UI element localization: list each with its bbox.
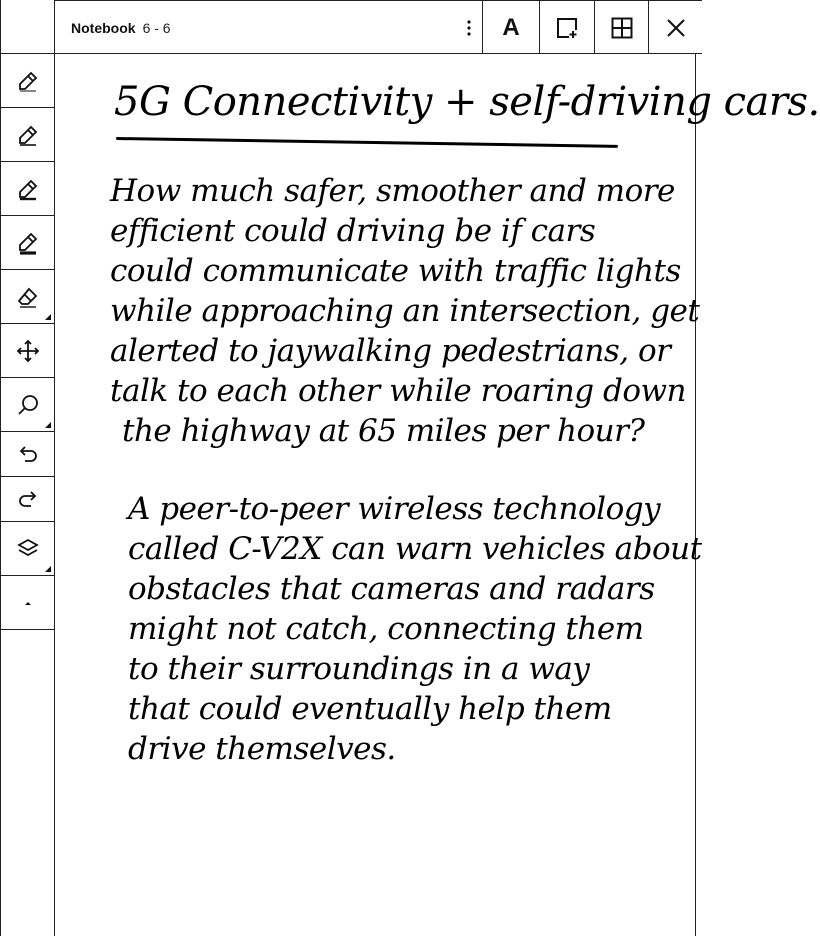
submenu-indicator [45,422,51,428]
page-indicator: 6 - 6 [142,19,171,36]
note-line: that could eventually help them [128,691,612,727]
collapse-icon [16,591,40,615]
note-line: alerted to jaywalking pedestrians, or [110,333,671,369]
toolbar-corner [1,0,54,54]
text-tool-icon: A [502,13,520,41]
layers-icon [16,537,40,561]
eraser-tool-button[interactable] [1,270,54,324]
undo-icon [16,442,40,466]
pen-tool-button[interactable] [1,54,54,108]
marker-icon [16,177,40,201]
move-tool-button[interactable] [1,324,54,378]
note-line: while approaching an intersection, get [110,293,700,329]
more-options-button[interactable] [455,1,482,54]
pen-icon [16,69,40,93]
top-bar [55,0,702,54]
redo-button[interactable] [1,477,54,522]
collapse-toolbar-button[interactable] [1,576,54,630]
highlighter-tool-button[interactable] [1,216,54,270]
note-line: obstacles that cameras and radars [128,571,655,607]
note-line: How much safer, smoother and more [110,173,675,209]
title-underline [116,137,618,148]
redo-icon [16,487,40,511]
add-page-button[interactable] [539,1,594,54]
add-page-icon [555,16,579,40]
note-line: A peer-to-peer wireless technology [128,491,661,527]
note-line: called C-V2X can warn vehicles about [128,531,702,567]
lasso-tool-button[interactable] [1,378,54,432]
page-edge [695,54,696,936]
tool-sidebar [0,0,55,936]
eraser-icon [16,285,40,309]
lasso-icon [16,393,40,417]
note-line: drive themselves. [128,731,396,767]
close-icon [666,18,686,38]
note-line: efficient could driving be if cars [110,213,596,249]
submenu-indicator [45,566,51,572]
layers-button[interactable] [1,522,54,576]
page-overview-button[interactable] [594,1,648,54]
marker-tool-button[interactable] [1,162,54,216]
note-line: to their surroundings in a way [128,651,590,687]
notebook-title [71,1,171,54]
pencil-icon [16,123,40,147]
close-button[interactable] [648,1,702,54]
pencil-tool-button[interactable] [1,108,54,162]
note-line: talk to each other while roaring down [110,373,686,409]
note-canvas[interactable] [56,55,820,936]
more-vertical-icon [466,20,472,36]
text-tool-button[interactable] [482,1,539,54]
grid-icon [611,17,633,39]
note-line: might not catch, connecting them [128,611,644,647]
note-line: the highway at 65 miles per hour? [122,413,645,449]
submenu-indicator [45,314,51,320]
move-icon [16,339,40,363]
undo-button[interactable] [1,432,54,477]
highlighter-icon [16,231,40,255]
notebook-name: Notebook [71,19,136,36]
note-line: could communicate with traffic lights [110,253,681,289]
note-title: 5G Connectivity + self-driving cars. [114,79,820,125]
